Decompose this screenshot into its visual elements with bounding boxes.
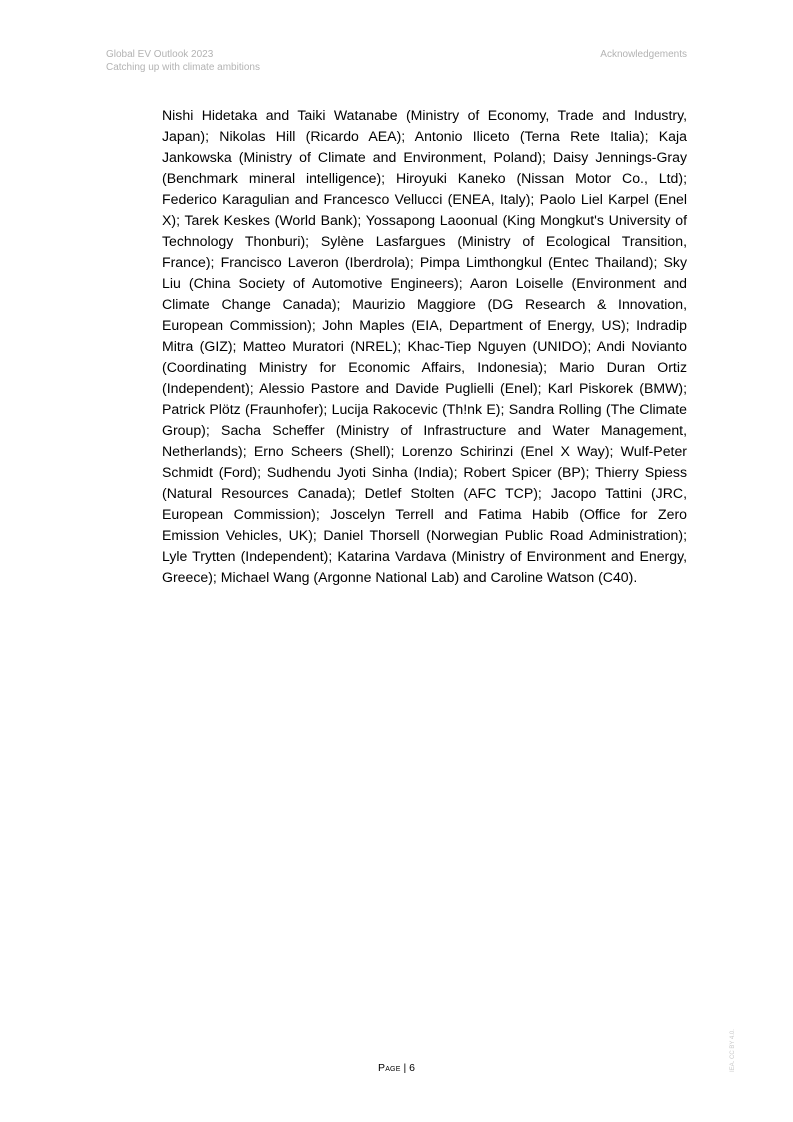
page-separator: | — [403, 1062, 407, 1074]
acknowledgements-paragraph: Nishi Hidetaka and Taiki Watanabe (Ministry of Economy, Trade and Industry, Japan); Nikolas Hill (Ricardo AEA); Antonio Iliceto (Terna Rete Italia); Kaja Jankowska (Ministry of Climate and Environment, Poland); Daisy Jennings-Gray (Benchmark mineral intelligence); Hiroyuki Kaneko (Nissan Motor Co., Ltd); Federico Karagulian and Francesco Vellucci (ENEA, Italy); Paolo Liel Karpel (Enel X); Tarek Keskes (World Bank); Yossapong Laoonual (King Mongkut's University of Technology Thonburi); Sylène Lasfargues (Ministry of Ecological Transition, France); Francisco Laveron (Iberdrola); Pimpa Limthongkul (Entec Thailand); Sky Liu (China Society of Automotive Engineers); Aaron Loiselle (Environment and Climate Change Canada); Maurizio Maggiore (DG Research & Innovation, European Commission); John Maples (EIA, Department of Energy, US); Indradip Mitra (GIZ); Matteo Muratori (NREL); Khac-Tiep Nguyen (UNIDO); Andi Novianto (Coordinating Ministry for Economic Affairs, Indonesia); Mario Duran Ortiz (Independent); Alessio Pastore and Davide Puglielli (Enel); Karl Piskorek (BMW); Patrick Plötz (Fraunhofer); Lucija Rakocevic (Th!nk E); Sandra Rolling (The Climate Group); Sacha Scheffer (Ministry of Infrastructure and Water Management, Netherlands); Erno Scheers (Shell); Lorenzo Schirinzi (Enel X Way); Wulf-Peter Schmidt (Ford); Sudhendu Jyoti Sinha (India); Robert Spicer (BP); Thierry Spiess (Natural Resources Canada); Detlef Stolten (AFC TCP); Jacopo Tattini (JRC, European Commission); Joscelyn Terrell and Fatima Habib (Office for Zero Emission Vehicles, UK); Daniel Thorsell (Norwegian Public Road Administration); Lyle Trytten (Independent); Katarina Vardava (Ministry of Environment and Energy, Greece); Michael Wang (Argonne National Lab) and Caroline Watson (C40). — [162, 107, 687, 585]
license-note: IEA. CC BY 4.0. — [730, 1029, 736, 1072]
section-title: Acknowledgements — [600, 49, 687, 60]
page-number: 6 — [409, 1062, 415, 1074]
acknowledgements-body — [162, 105, 687, 588]
report-subtitle: Catching up with climate ambitions — [106, 62, 260, 73]
page-footer — [0, 1062, 793, 1075]
report-title: Global EV Outlook 2023 — [106, 49, 214, 60]
running-header-left — [106, 48, 260, 74]
page-label: Page — [377, 1062, 401, 1074]
